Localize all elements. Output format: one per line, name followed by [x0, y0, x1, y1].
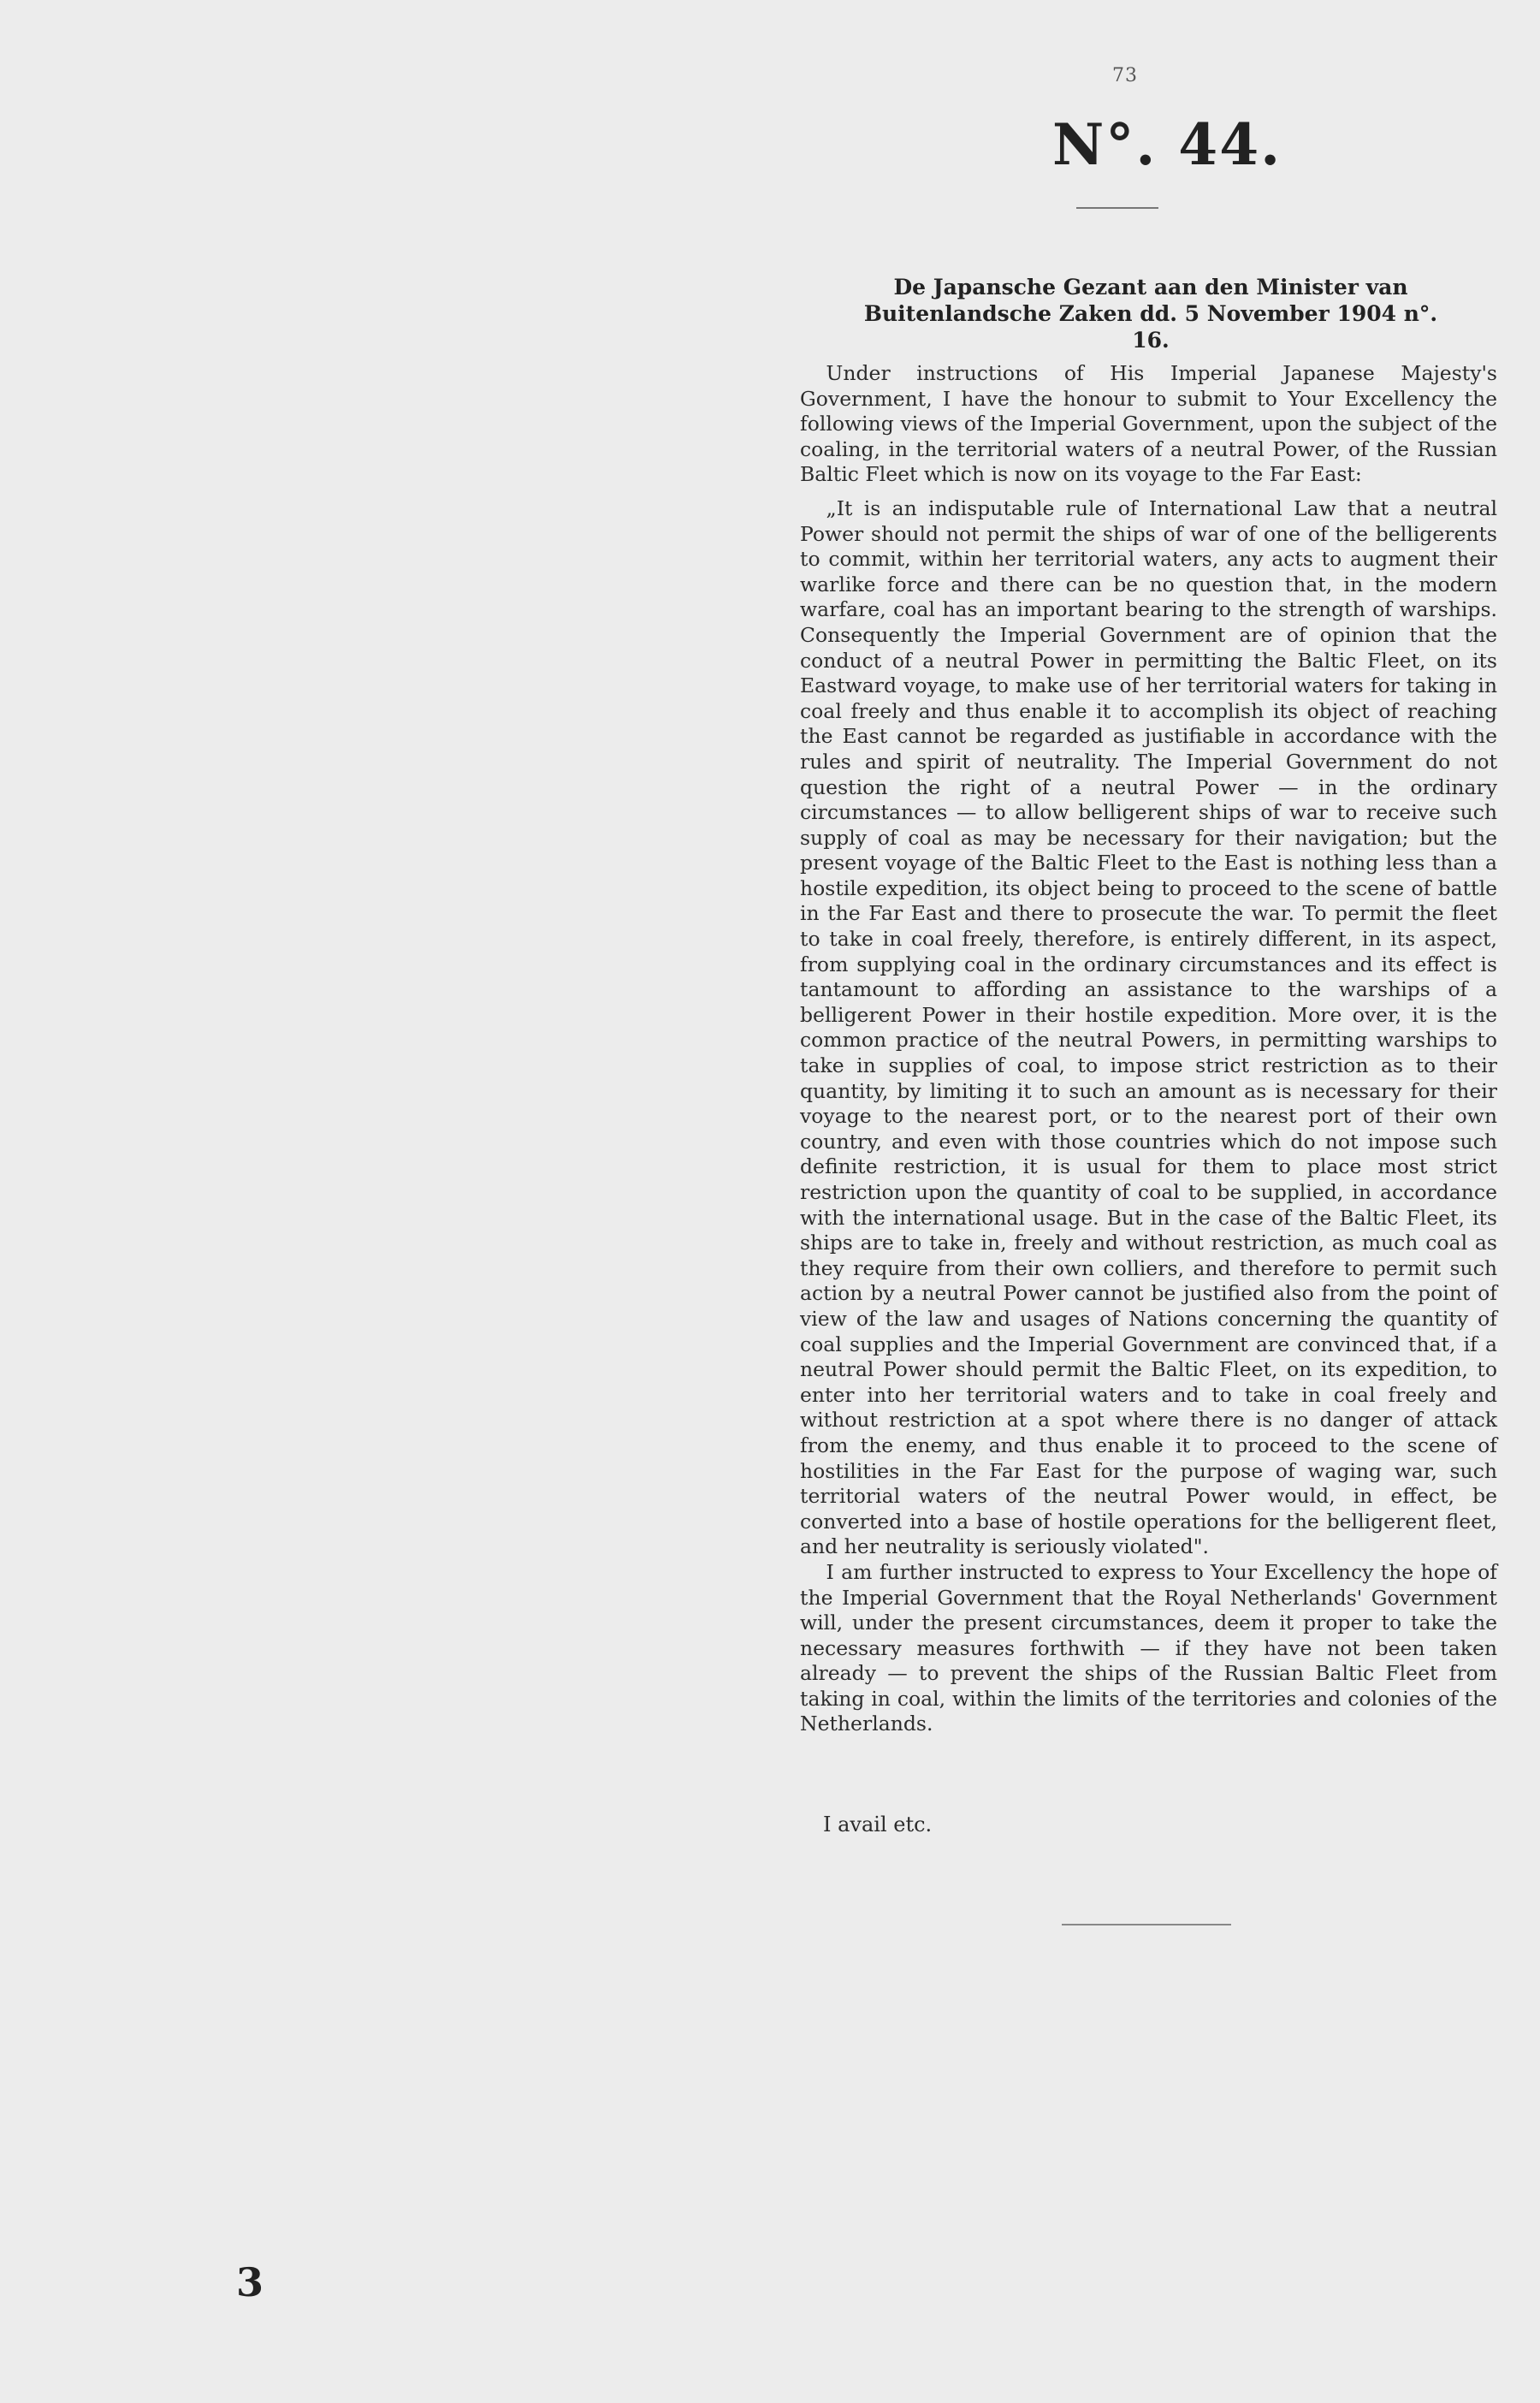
quoted-paragraph: „It is an indisputable rule of International Law that a neutral Power should not permit the ships of war of one of the belligerents to commit, within her territorial waters, any acts to augment their warlike force and there can be no question that, in the modern warfare, coal has an important bearing to the strength of warships. Consequently the Imperial Government are of opinion that the conduct of a neutral Power in permitting the Baltic Fleet, on its Eastward voyage, to make use of her territorial waters for taking in coal freely and thus enable it to accomplish its object of reaching the East cannot be regarded as justifiable in accordance with the rules and spirit of neutrality. The Imperial Government do not question the right of a neutral Power — in the ordinary circumstances — to allow belligerent ships of war to receive such supply of coal as may be necessary for their navigation; but the present voyage of the Baltic Fleet to the East is nothing less than a hostile expedition, its object being to proceed to the scene of battle in the Far East and there to prosecute the war. To permit the fleet to take in coal freely, therefore, is entirely different, in its aspect, from supplying coal in the ordinary circumstances and its effect is tantamount to affording an assistance to the warships of a belligerent Power in their hostile expedition. More over, it is the common practice of the neutral Powers, in permitting warships to take in supplies of coal, to impose strict restriction as to their quantity, by limiting it to such an amount as is necessary for their voyage to the nearest port, or to the nearest port of their own country, and even with those countries which do not impose such definite restriction, it is usual for them to place most strict restriction upon the quantity of coal to be supplied, in accordance with the international usage. But in the case of the Baltic Fleet, its ships are to take in, freely and without restriction, as much coal as they require from their own colliers, and therefore to permit such action by a neutral Power cannot be justified also from the point of view of the law and usages of Nations concerning the quantity of coal supplies and the Imperial Government are convinced that, if a neutral Power should permit the Baltic Fleet, on its expedition, to enter into her territorial waters and to take in coal freely and without restriction at a spot where there is no danger of attack from the enemy, and thus enable it to proceed to the scene of hostilities in the Far East for the purpose of waging war, such territorial waters of the neutral Power would, in effect, be converted into a base of hostile operations for the belligerent fleet, and her neutrality is seriously violated".	[800, 495, 1497, 1559]
signature-mark: 3	[236, 2259, 264, 2305]
letter-heading: De Japansche Gezant aan den Minister van Buitenlandsche Zaken dd. 5 November 1904 n°. 16.	[863, 275, 1438, 353]
bottom-divider	[1062, 1924, 1231, 1925]
letter-body	[800, 361, 1497, 1737]
top-divider	[1076, 207, 1158, 209]
intro-paragraph: Under instructions of His Imperial Japanese Majesty's Government, I have the honour to submit to Your Excellency the following views of the Imperial Government, upon the subject of the coaling, in the territorial waters of a neutral Power, of the Russian Baltic Fleet which is now on its voyage to the Far East:	[800, 361, 1497, 487]
request-paragraph: I am further instructed to express to Your Excellency the hope of the Imperial Government that the Royal Netherlands' Government will, under the present circumstances, deem it proper to take the necessary measures forthwith — if they have not been taken already — to prevent the ships of the Russian Baltic Fleet from taking in coal, within the limits of the territories and colonies of the Netherlands.	[800, 1559, 1497, 1736]
document-number: N°. 44.	[1052, 111, 1282, 178]
page-number: 73	[1112, 65, 1138, 86]
closing-line: I avail etc.	[823, 1813, 933, 1836]
